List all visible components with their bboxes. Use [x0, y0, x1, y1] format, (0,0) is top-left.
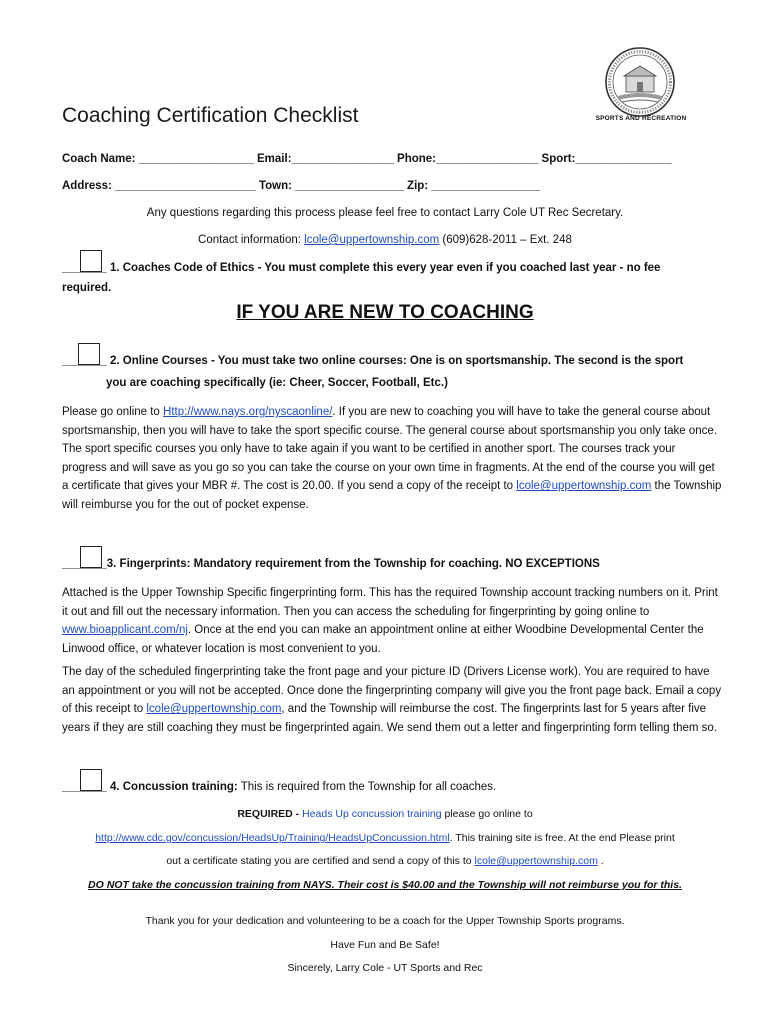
required-line — [0, 808, 770, 820]
nays-warning: DO NOT take the concussion training from NAYS. Their cost is $40.00 and the Township will not reimburse you for this. — [88, 879, 682, 891]
item2-text-cont: you are coaching specifically (ie: Cheer, Soccer, Football, Etc.) — [106, 377, 448, 389]
seal-caption: SPORTS AND RECREATION — [595, 115, 687, 122]
para3a-post: . Once at the end you can make an appointment online at either Woodbine Developmental Center the Linwood office, or whatever location is most convenient to you. — [62, 624, 704, 655]
coach-info-row-1[interactable]: Coach Name: __________________ Email:________________ Phone:________________ Sport:_______________ — [62, 153, 672, 165]
item2-text: _______ 2. Online Courses - You must take two online courses: One is on sportsmanship. The second is the sport — [62, 355, 684, 367]
online-courses-paragraph — [62, 403, 722, 515]
contact-email-link[interactable]: lcole@uppertownship.com — [304, 234, 440, 246]
heads-up-text: Heads Up concussion training — [302, 808, 442, 820]
thank-you-text: Thank you for your dedication and volunteering to be a coach for the Upper Township Sports programs. — [145, 915, 625, 927]
certificate-line — [0, 855, 770, 867]
item1-text: _______ 1. Coaches Code of Ethics - You must complete this every year even if you coached last year - no fee — [62, 262, 661, 274]
cdc-suffix: . This training site is free. At the end Please print — [449, 832, 675, 844]
required-suffix: please go online to — [441, 808, 533, 820]
nays-link[interactable]: Http://www.nays.org/nyscaonline/ — [163, 406, 333, 418]
item4-text — [62, 781, 496, 793]
para3a-pre: Attached is the Upper Township Specific fingerprinting form. This has the required Township account tracking numbers on it. Print it out and fill out the necessary information. Then you can access the scheduling for fingerprinting by going online to — [62, 587, 718, 618]
required-label: REQUIRED - — [237, 808, 303, 820]
item1-text-cont: required. — [62, 282, 112, 294]
contact-line — [0, 234, 770, 246]
item4-bold: _______ 4. Concussion training: — [62, 781, 238, 793]
page-title: Coaching Certification Checklist — [62, 104, 359, 127]
item4-normal: This is required from the Township for all coaches. — [237, 781, 497, 793]
para2-pre: Please go online to — [62, 406, 164, 418]
cert-pre: out a certificate stating you are certified and send a copy of this to — [166, 855, 475, 867]
contact-prefix: Contact information: — [198, 234, 305, 246]
coach-info-row-2[interactable]: Address: ______________________ Town: _________________ Zip: _________________ — [62, 180, 541, 192]
bioapplicant-link[interactable]: www.bioapplicant.com/nj — [62, 624, 188, 637]
cdc-link[interactable]: http://www.cdc.gov/concussion/HeadsUp/Training/HeadsUpConcussion.html — [95, 832, 450, 844]
questions-text: Any questions regarding this process please feel free to contact Larry Cole UT Rec Secretary. — [146, 207, 624, 219]
para3b-pre: The day of the scheduled fingerprinting take the front page and your picture ID (Drivers License work). You are required to have an appointment or you will not be accepted. Once done the fingerprinting company will give you the front page back. Email a copy of this receipt to — [62, 666, 722, 716]
fingerprint-paragraph-1 — [62, 584, 722, 658]
fingerprint-paragraph-2 — [62, 663, 722, 737]
section-heading: IF YOU ARE NEW TO COACHING — [236, 302, 534, 323]
cdc-line — [0, 832, 770, 844]
para2-mid: . If you are new to coaching you will have to take the general course about sportsmanship, then you will have to take the sport specific course. The general course about sportsmanship you only take once. The sport specific courses you only have to take again if you want to be certified in another sport. The courses track your progress and will save as you go so you can take the course on your own time in fragments. At the end of the course you will get a certificate that gives your MBR #. The cost is 20.00. If you send a copy of the receipt to — [62, 406, 718, 493]
contact-suffix: (609)628-2011 – Ext. 248 — [439, 234, 572, 246]
reimburse-email-link[interactable]: lcole@uppertownship.com — [516, 480, 652, 493]
cert-email-link[interactable]: lcole@uppertownship.com — [474, 855, 598, 867]
item3-text: _______3. Fingerprints: Mandatory requirement from the Township for coaching. NO EXCEPTIONS — [62, 558, 600, 570]
para2-post: the Township will reimburse you for the out of pocket expense. — [62, 480, 722, 511]
have-fun-text: Have Fun and Be Safe! — [330, 939, 440, 951]
township-seal-logo — [604, 46, 676, 118]
cert-post: . — [597, 855, 604, 867]
signoff-text: Sincerely, Larry Cole - UT Sports and Rec — [287, 962, 483, 974]
para3b-post: , and the Township will reimburse the cost. The fingerprints last for 5 years after five years if they are still coaching they must be fingerprinted again. We send them out a letter and fingerprinting form telling them so. — [62, 703, 717, 734]
fingerprint-email-link[interactable]: lcole@uppertownship.com — [146, 703, 282, 716]
